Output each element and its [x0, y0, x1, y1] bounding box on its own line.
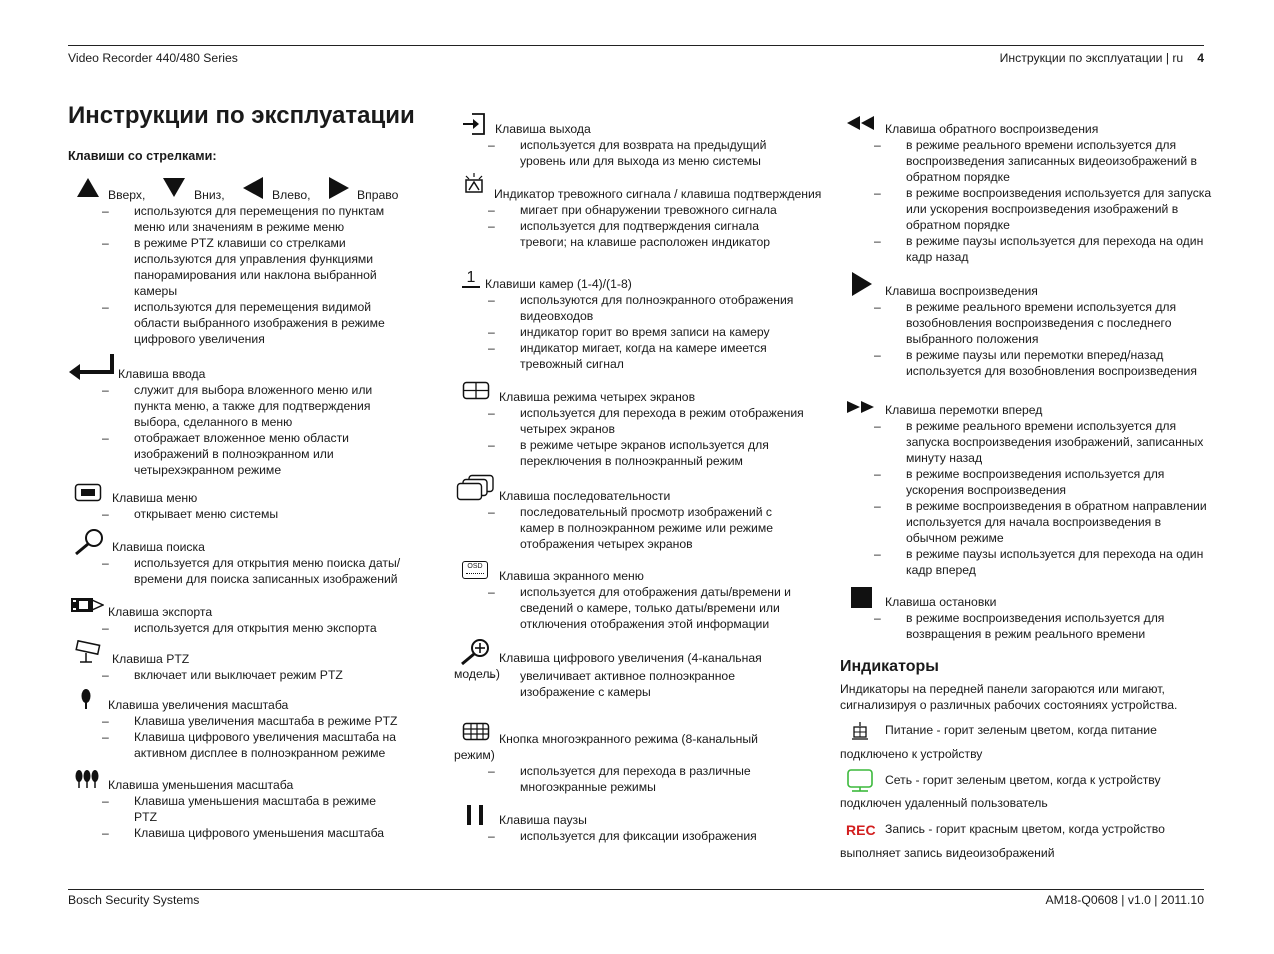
network-indicator-text: Сеть - горит зеленым цветом, когда к устройству [885, 773, 1161, 787]
play-icon [850, 270, 874, 298]
sequence-key-label: Клавиша последовательности [499, 489, 671, 503]
camera-keys-label: Клавиши камер (1-4)/(1-8) [485, 277, 632, 291]
arrow-keys-block [68, 176, 428, 347]
export-icon [70, 596, 104, 614]
osd-key-label: Клавиша экранного меню [499, 569, 644, 583]
list-item: – в режиме воспроизведения в обратном направлении используется для начала воспроизведения в обычном режиме [874, 498, 1214, 546]
pause-icon [464, 804, 486, 826]
list-item: – Клавиша увеличения масштаба в режиме PTZ [102, 713, 402, 729]
osd-key-block [454, 561, 824, 632]
footer-rule [68, 889, 1204, 890]
digital-zoom-key-label [454, 638, 824, 650]
zoom-in-icon [80, 688, 92, 710]
list-item: – Клавиша цифрового уменьшения масштаба [102, 825, 402, 841]
sequence-key-block [454, 474, 824, 552]
list-item: – используются для перемещения по пунктам меню или значениям в режиме меню [102, 203, 402, 235]
arrow-right-label: Вправо [357, 188, 399, 202]
list-item: – в режиме четыре экранов используется для переключения в полноэкранный режим [488, 437, 808, 469]
multiscreen-key-text: Кнопка многоэкранного режима (8-канальный режим) [454, 732, 758, 762]
ptz-key-label: Клавиша PTZ [112, 652, 190, 666]
list-item: – используется для перехода в режим отображения четырех экранов [488, 405, 808, 437]
menu-icon [74, 483, 102, 503]
page-number: 4 [1197, 51, 1204, 65]
rec-indicator-icon: REC [846, 822, 876, 838]
stop-key-label: Клавиша остановки [885, 595, 997, 609]
list-item: – используется для открытия меню поиска даты/времени для поиска записанных изображений [102, 555, 402, 587]
header-section: Инструкции по эксплуатации | ru [999, 51, 1184, 65]
list-item: – используется для отображения даты/времени и сведений о камере, только даты/времени или отключения отображения этой информации [488, 584, 808, 632]
exit-icon [462, 112, 486, 136]
quad-key-block [454, 381, 824, 469]
page-footer [68, 893, 1204, 907]
power-indicator [840, 721, 1157, 762]
list-item: – используется для перехода в различные многоэкранные режимы [488, 763, 808, 795]
network-indicator-text-2: подключен удаленный пользователь [840, 796, 1048, 810]
list-item: – в режиме паузы или перемотки вперед/назад используется для возобновления воспроизведения [874, 347, 1214, 379]
alarm-key-block [454, 172, 824, 250]
arrow-bullets [68, 203, 402, 347]
camera-keys-block [454, 270, 824, 372]
record-indicator [840, 820, 1165, 861]
zoom-in-key-label: Клавиша увеличения масштаба [108, 698, 289, 712]
fast-forward-icon [846, 399, 876, 415]
network-indicator-icon [846, 769, 874, 793]
list-item: – индикатор мигает, когда на камере имеется тревожный сигнал [488, 340, 808, 372]
export-key-label: Клавиша экспорта [108, 605, 213, 619]
list-item: – в режиме воспроизведения используется для ускорения воспроизведения [874, 466, 1214, 498]
list-item: – используется для открытия меню экспорта [102, 620, 402, 636]
arrow-right-icon [328, 176, 350, 200]
search-icon [72, 528, 106, 556]
exit-key-label: Клавиша выхода [495, 122, 591, 136]
list-item: – мигает при обнаружении тревожного сигнала [488, 202, 808, 218]
zoom-out-icon [74, 769, 100, 789]
power-indicator-icon [850, 721, 870, 741]
footer-doc-id: AM18-Q0608 | v1.0 | 2011.10 [1045, 893, 1204, 907]
list-item: – используется для фиксации изображения [488, 828, 808, 844]
arrow-up-icon [76, 176, 100, 198]
list-item: – в режиме паузы используется для перехода на один кадр вперед [874, 546, 1214, 578]
osd-icon: OSD [462, 561, 488, 579]
export-key-block [68, 596, 428, 636]
list-item: – открывает меню системы [102, 506, 402, 522]
alarm-icon [462, 172, 486, 194]
power-indicator-text: Питание - горит зеленым цветом, когда питание [885, 723, 1157, 737]
header-product: Video Recorder 440/480 Series [68, 51, 238, 65]
camera-number-icon: 1 [462, 270, 480, 288]
enter-key-block [68, 352, 428, 478]
footer-company: Bosch Security Systems [68, 893, 200, 907]
indicators-intro: Индикаторы на передней панели загораются или мигают, сигнализируя о различных рабочих состояниях устройства. [840, 682, 1178, 712]
page-header [68, 51, 1204, 65]
digital-zoom-key-block [454, 638, 824, 700]
digital-zoom-key-text: Клавиша цифрового увеличения (4-канальная модель) [454, 651, 762, 681]
play-key-block [840, 270, 1210, 379]
exit-key-block [454, 112, 824, 169]
list-item: – в режиме воспроизведения используется для запуска или ускорения воспроизведения изображений в обратном порядке [874, 185, 1214, 233]
arrow-left-label: Влево, [272, 188, 311, 202]
list-item: – Клавиша уменьшения масштаба в режиме PTZ [102, 793, 402, 825]
pause-key-label: Клавиша паузы [499, 813, 587, 827]
list-item: – увеличивает активное полноэкранное изображение с камеры [488, 668, 808, 700]
arrow-down-icon [162, 176, 186, 198]
zoom-out-key-label: Клавиша уменьшения масштаба [108, 778, 294, 792]
list-item: – служит для выбора вложенного меню или пункта меню, а также для подтверждения выбора, сделанного в меню [102, 382, 402, 430]
list-item: – в режиме реального времени используется для воспроизведения записанных видеоизображений в обратном порядке [874, 137, 1214, 185]
stop-icon [850, 586, 874, 610]
fast-forward-key-block [840, 399, 1210, 578]
pause-key-block [454, 804, 824, 844]
header-rule [68, 45, 1204, 46]
quad-key-label: Клавиша режима четырех экранов [499, 390, 696, 404]
record-indicator-text: Запись - горит красным цветом, когда устройство [885, 822, 1165, 836]
page-title: Инструкции по эксплуатации [68, 102, 415, 129]
list-item: – используются для полноэкранного отображения видеовходов [488, 292, 808, 324]
arrow-left-icon [242, 176, 264, 200]
list-item: – Клавиша цифрового увеличения масштаба на активном дисплее в полноэкранном режиме [102, 729, 402, 761]
zoom-out-key-block [68, 769, 428, 841]
menu-key-block [68, 483, 428, 522]
list-item: – используются для перемещения видимой области выбранного изображения в режиме цифрового увеличения [102, 299, 402, 347]
ptz-key-block [68, 640, 428, 683]
network-indicator [840, 769, 1161, 811]
rewind-icon [846, 114, 876, 132]
list-item: – в режиме паузы используется для перехода на один кадр назад [874, 233, 1214, 265]
list-item: – включает или выключает режим PTZ [102, 667, 402, 683]
arrow-down-label: Вниз, [194, 188, 225, 202]
enter-icon [68, 352, 116, 384]
arrows-heading: Клавиши со стрелками: [68, 149, 217, 163]
ptz-camera-icon [74, 640, 102, 666]
alarm-key-label: Индикатор тревожного сигнала / клавиша подтверждения [494, 187, 822, 201]
indicators-title: Индикаторы [840, 658, 939, 675]
list-item: – в режиме PTZ клавиши со стрелками используются для управления функциями панорамирования или наклона выбранной камеры [102, 235, 402, 299]
list-item: – в режиме реального времени используется для возобновления воспроизведения с последнего выбранного положения [874, 299, 1214, 347]
menu-key-label: Клавиша меню [112, 491, 198, 505]
zoom-in-key-block [68, 688, 428, 761]
list-item: – в режиме реального времени используется для запуска воспроизведения изображений, записанных минуту назад [874, 418, 1214, 466]
search-key-block [68, 528, 428, 587]
play-key-label: Клавиша воспроизведения [885, 284, 1038, 298]
search-key-label: Клавиша поиска [112, 540, 205, 554]
list-item: – используется для возврата на предыдущий уровень или для выхода из меню системы [488, 137, 808, 169]
list-item: – используется для подтверждения сигнала тревоги; на клавише расположен индикатор [488, 218, 808, 250]
quad-screen-icon [462, 381, 490, 401]
power-indicator-text-2: подключено к устройству [840, 747, 983, 761]
sequence-icon [456, 474, 496, 502]
list-item: – отображает вложенное меню области изображений в полноэкранном или четырехэкранном режиме [102, 430, 402, 478]
multiscreen-key-block [454, 722, 824, 795]
enter-key-label: Клавиша ввода [118, 367, 206, 381]
list-item: – в режиме воспроизведения используется для возвращения в режим реального времени [874, 610, 1214, 642]
rewind-key-block [840, 114, 1210, 265]
stop-key-block [840, 586, 1210, 642]
record-indicator-text-2: выполняет запись видеоизображений [840, 846, 1055, 860]
rewind-key-label: Клавиша обратного воспроизведения [885, 122, 1099, 136]
list-item: – индикатор горит во время записи на камеру [488, 324, 808, 340]
arrow-up-label: Вверх, [108, 188, 146, 202]
list-item: – последовательный просмотр изображений с камер в полноэкранном режиме или режиме отображения четырех экранов [488, 504, 808, 552]
fast-forward-key-label: Клавиша перемотки вперед [885, 403, 1043, 417]
